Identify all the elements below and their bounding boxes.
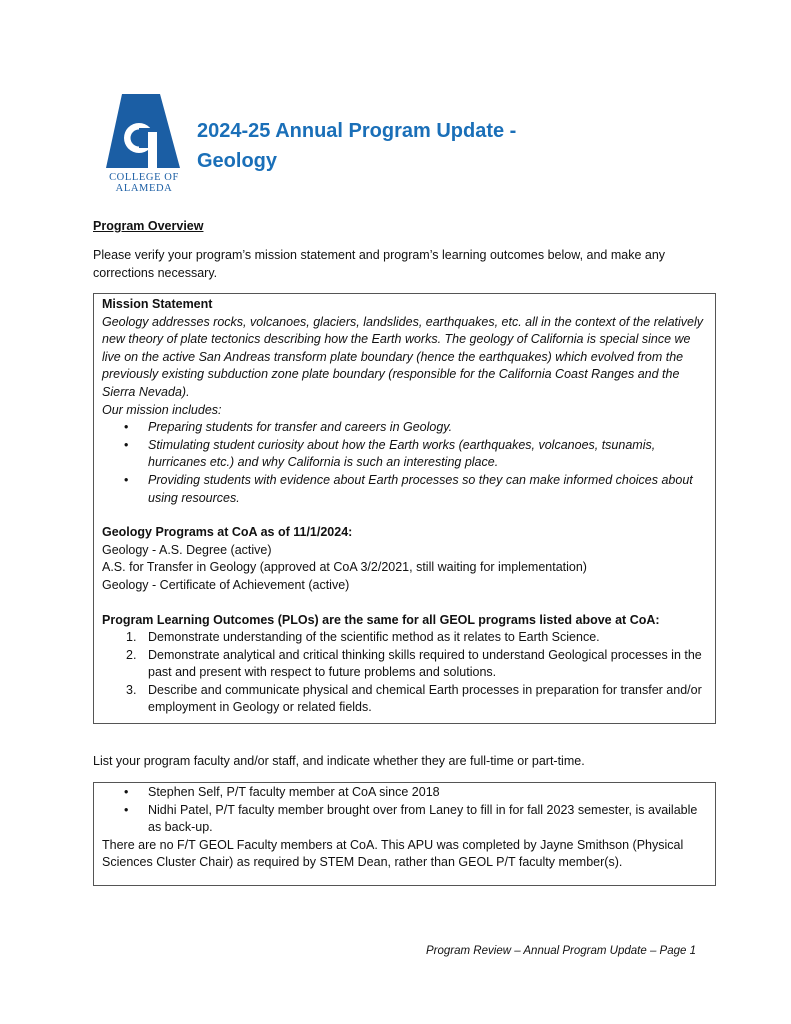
list-item [102, 682, 707, 717]
list-item: • Stephen Self, P/T faculty member at CoA since 2018 [102, 784, 707, 802]
plo-text: Demonstrate understanding of the scientific method as it relates to Earth Science. [148, 630, 600, 645]
program-overview-heading: Program Overview [93, 219, 204, 233]
mission-bullets [102, 419, 707, 507]
list-item: • Preparing students for transfer and careers in Geology. [102, 419, 707, 437]
programs-heading: Geology Programs at CoA as of 11/1/2024: [102, 525, 353, 540]
plo-text: Describe and communicate physical and chemical Earth processes in preparation for transfer and/or employment in Geology or related fields. [148, 682, 702, 715]
list-item [102, 629, 707, 647]
logo-a-mark-icon [104, 92, 184, 172]
plo-number: 1. [126, 630, 137, 645]
faculty-note: There are no F/T GEOL Faculty members at CoA. This APU was completed by Jayne Smithson (Physical Sciences Cluster Chair) as required by STEM Dean, rather than GEOL P/T faculty member(s). [102, 837, 684, 870]
program-item: A.S. for Transfer in Geology (approved at CoA 3/2/2021, still waiting for implementation) [102, 560, 587, 575]
plo-number: 2. [126, 647, 137, 662]
list-item: • Providing students with evidence about Earth processes so they can make informed choices about using resources. [102, 472, 707, 507]
program-item: Geology - A.S. Degree (active) [102, 542, 272, 557]
plos-heading: Program Learning Outcomes (PLOs) are the same for all GEOL programs listed above at CoA: [102, 612, 660, 627]
mission-heading: Mission Statement [102, 297, 213, 311]
list-item [102, 647, 707, 682]
plo-list [102, 629, 707, 717]
program-item: Geology - Certificate of Achievement (active) [102, 577, 350, 592]
page-title [197, 116, 516, 176]
page-footer: Program Review – Annual Program Update – Page 1 [426, 945, 696, 957]
faculty-box [93, 782, 716, 886]
faculty-prompt: List your program faculty and/or staff, and indicate whether they are full-time or part-time. [93, 754, 585, 768]
plo-number: 3. [126, 682, 137, 697]
college-logo [104, 92, 184, 194]
overview-intro: Please verify your program’s mission statement and program’s learning outcomes below, and make any corrections necessary. [93, 248, 666, 280]
faculty-bullets [102, 784, 707, 837]
mission-box [93, 293, 716, 724]
mission-includes-label: Our mission includes: [102, 402, 222, 417]
logo-text-line2: ALAMEDA [115, 183, 173, 194]
logo-text-line1: COLLEGE OF [109, 172, 179, 183]
title-line1: 2024-25 Annual Program Update - [197, 120, 517, 142]
title-line2: Geology [197, 150, 278, 172]
list-item: • Stimulating student curiosity about how the Earth works (earthquakes, volcanoes, tsunamis, hurricanes etc.) and why California is such an interesting place. [102, 437, 707, 472]
mission-body: Geology addresses rocks, volcanoes, glaciers, landslides, earthquakes, etc. all in the context of the relatively new theory of plate tectonics describing how the Earth works. The geology of California is special since we live on the active San Andreas transform plate boundary (hence the earthquakes) which evolved from the previously existing subduction zone plate boundary (responsible for the California Coast Ranges and the Sierra Nevada). [102, 314, 704, 399]
list-item: • Nidhi Patel, P/T faculty member brought over from Laney to fill in for fall 2023 semester, is available as back-up. [102, 802, 707, 837]
plo-text: Demonstrate analytical and critical thinking skills required to understand Geological processes in the past and present with respect to future problems and solutions. [148, 647, 702, 680]
